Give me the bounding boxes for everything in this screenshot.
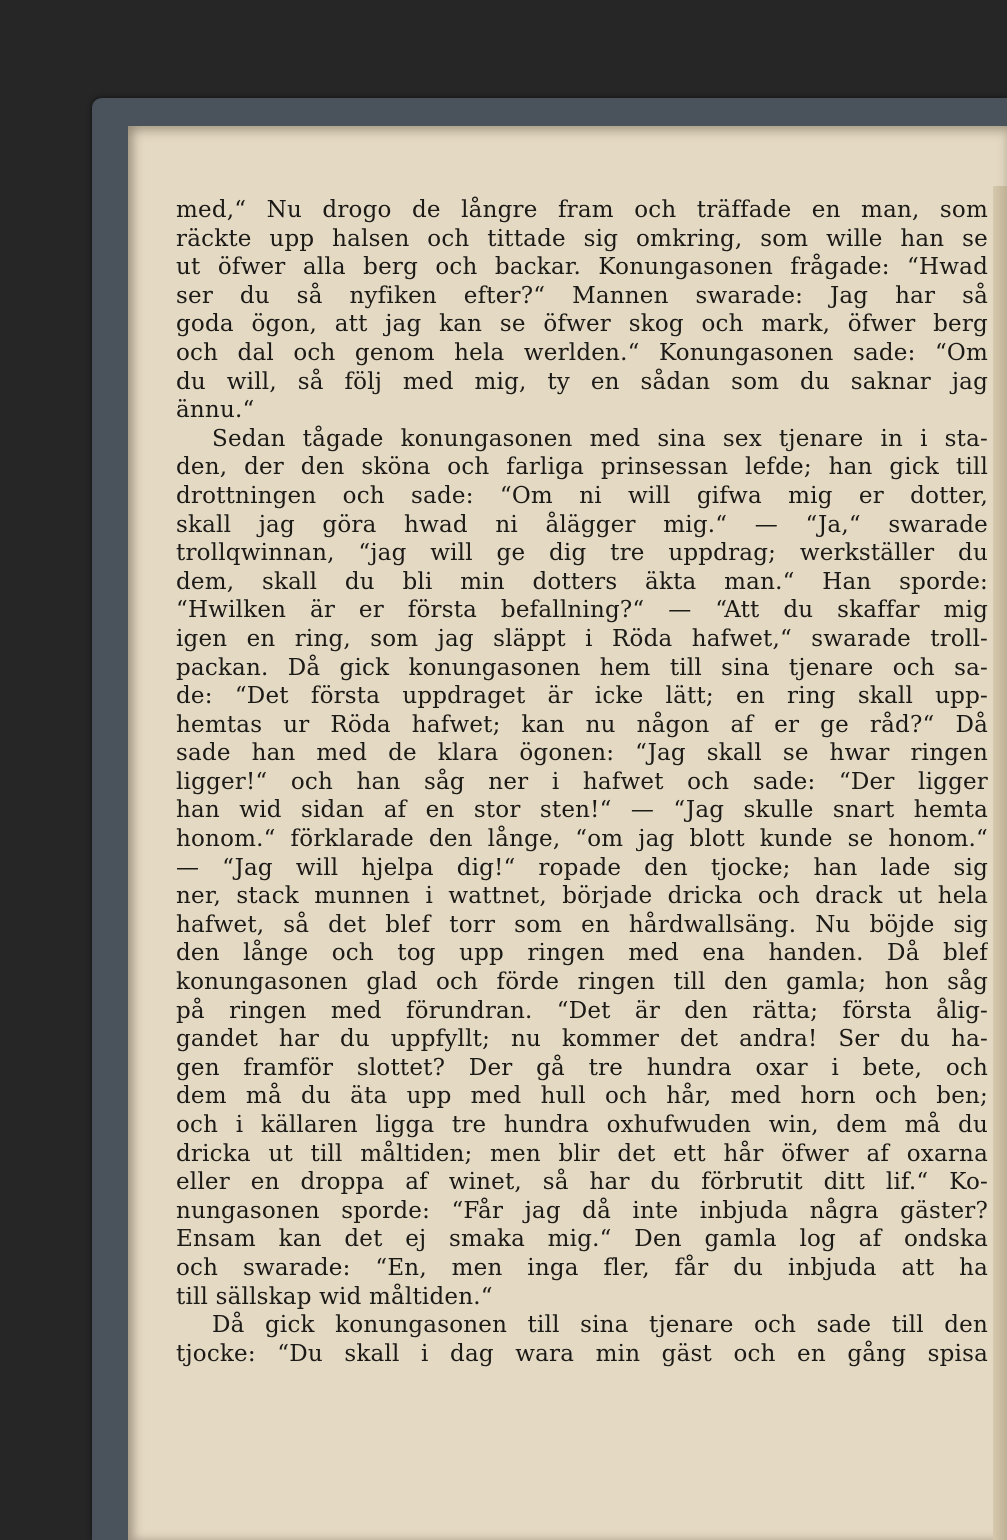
text-line: trollqwinnan, “jag will ge dig tre uppdrag; werkställer du: [176, 540, 988, 567]
text-line: räckte upp halsen och tittade sig omkring, som wille han se: [176, 225, 988, 252]
text-line: hafwet, så det blef torr som en hårdwallsäng. Nu böjde sig: [176, 911, 988, 938]
text-line: och i källaren ligga tre hundra oxhufwuden win, dem må du: [176, 1112, 988, 1138]
page-text: [176, 196, 988, 1367]
text-line: ligger!“ och han såg ner i hafwet och sade: “Der ligger: [176, 768, 988, 795]
text-line: konungasonen glad och förde ringen till den gamla; hon såg: [176, 969, 988, 996]
text-line: — “Jag will hjelpa dig!“ ropade den tjocke; han lade sig: [176, 854, 988, 881]
text-line: skall jag göra hwad ni ålägger mig.“ — “Ja,“ swarade: [176, 511, 988, 538]
text-line: tjocke: “Du skall i dag wara min gäst och en gång spisa: [176, 1340, 988, 1367]
text-line: gandet har du uppfyllt; nu kommer det andra! Ser du ha-: [176, 1026, 988, 1053]
text-line: ser du så nyfiken efter?“ Mannen swarade: Jag har så: [176, 282, 988, 309]
text-line: och swarade: “En, men inga fler, får du inbjuda att ha: [176, 1254, 988, 1281]
text-line: ännu.“: [176, 397, 255, 424]
text-line: eller en droppa af winet, så har du förbrutit ditt lif.“ Ko-: [176, 1169, 988, 1196]
text-line: gen framför slottet? Der gå tre hundra oxar i bete, och: [176, 1054, 988, 1081]
text-line: den långe och tog upp ringen med ena handen. Då blef: [176, 940, 988, 967]
text-line: goda ögon, att jag kan se öfwer skog och mark, öfwer berg: [176, 311, 988, 338]
text-line: till sällskap wid måltiden.“: [176, 1283, 493, 1310]
text-line: sade han med de klara ögonen: “Jag skall se hwar ringen: [176, 740, 988, 767]
text-line: med,“ Nu drogo de långre fram och träffade en man, som: [176, 197, 988, 223]
text-line: du will, så följ med mig, ty en sådan som du saknar jag: [176, 368, 988, 395]
text-line: dricka ut till måltiden; men blir det ett hår öfwer af oxarna: [176, 1140, 988, 1167]
text-line: Ensam kan det ej smaka mig.“ Den gamla log af ondska: [176, 1226, 988, 1253]
text-line: de: “Det första uppdraget är icke lätt; en ring skall upp-: [176, 683, 988, 710]
text-line: han wid sidan af en stor sten!“ — “Jag skulle snart hemta: [176, 797, 988, 824]
text-line: honom.“ förklarade den långe, “om jag blott kunde se honom.“: [176, 826, 988, 853]
text-line: dem, skall du bli min dotters äkta man.“ Han sporde:: [176, 568, 988, 595]
text-line: ner, stack munnen i wattnet, började dricka och drack ut hela: [176, 883, 988, 910]
text-line: igen en ring, som jag släppt i Röda hafwet,“ swarade troll-: [176, 625, 988, 652]
text-line: packan. Då gick konungasonen hem till sina tjenare och sa-: [176, 654, 988, 681]
text-line: dem må du äta upp med hull och hår, med horn och ben;: [176, 1083, 988, 1110]
page-edge: [993, 186, 1007, 1540]
text-line: på ringen med förundran. “Det är den rätta; första ålig-: [176, 997, 988, 1024]
text-line: Då gick konungasonen till sina tjenare och sade till den: [212, 1312, 988, 1339]
text-line: ut öfwer alla berg och backar. Konungasonen frågade: “Hwad: [176, 254, 988, 281]
text-line: den, der den sköna och farliga prinsessan lefde; han gick till: [176, 454, 988, 481]
text-line: nungasonen sporde: “Får jag då inte inbjuda några gäster?: [176, 1197, 988, 1224]
text-line: och dal och genom hela werlden.“ Konungasonen sade: “Om: [176, 339, 988, 366]
text-line: drottningen och sade: “Om ni will gifwa mig er dotter,: [176, 482, 988, 509]
text-line: “Hwilken är er första befallning?“ — “Att du skaffar mig: [176, 597, 988, 624]
text-line: Sedan tågade konungasonen med sina sex tjenare in i sta-: [212, 425, 988, 452]
text-line: hemtas ur Röda hafwet; kan nu någon af er ge råd?“ Då: [176, 711, 988, 738]
